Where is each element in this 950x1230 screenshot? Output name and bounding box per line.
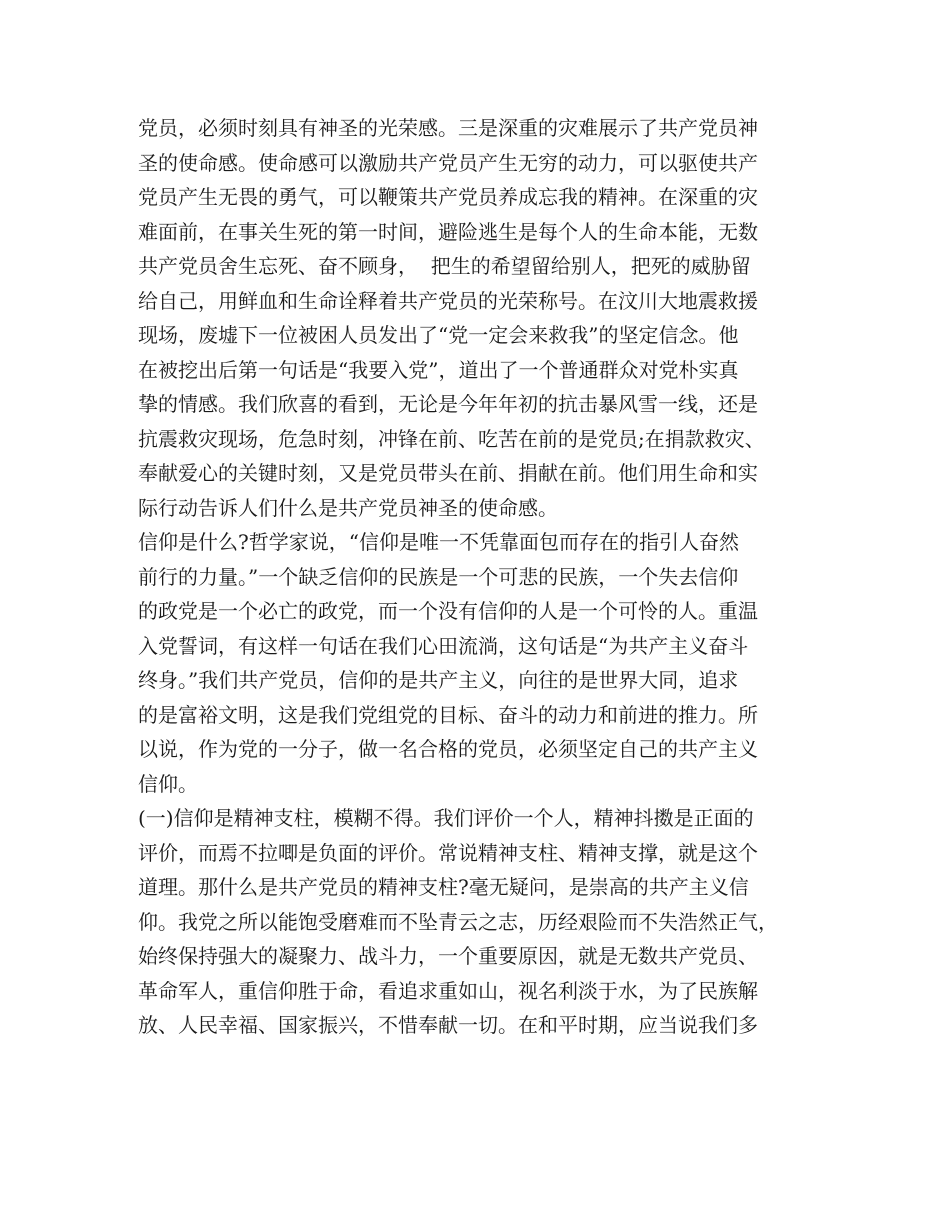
paragraph-start-line: 信仰是什么?哲学家说，“信仰是唯一不凭靠面包而存在的指引人奋然 (138, 530, 739, 554)
text-line: 挚的情感。我们欣喜的看到，无论是今年年初的抗击暴风雪一线，还是 (138, 392, 758, 416)
text-line: 在被挖出后第一句话是“我要入党”，道出了一个普通群众对党朴实真 (138, 357, 739, 382)
text-line: 以说，作为党的一分子，做一名合格的党员，必须坚定自己的共产主义 (138, 737, 758, 761)
text-line: 放、人民幸福、国家振兴，不惜奉献一切。在和平时期，应当说我们多 (138, 1013, 758, 1037)
text-line: 仰。我党之所以能饱受磨难而不坠青云之志，历经艰险而不失浩然正气， (138, 909, 778, 934)
text-line: 始终保持强大的凝聚力、战斗力，一个重要原因，就是无数共产党员、 (138, 944, 758, 968)
text-line: 的是富裕文明，这是我们党组党的目标、奋斗的动力和前进的推力。所 (138, 702, 758, 727)
text-line: 奉献爱心的关键时刻，又是党员带头在前、捐献在前。他们用生命和实 (138, 461, 758, 485)
text-line: 入党誓词，有这样一句话在我们心田流淌，这句话是“为共产主义奋斗 (138, 633, 749, 658)
paragraph-start-line: (一)信仰是精神支柱，模糊不得。我们评价一个人，精神抖擞是正面的 (138, 806, 754, 830)
text-line: 给自己，用鲜血和生命诠释着共产党员的光荣称号。在汶川大地震救援 (138, 288, 758, 313)
text-line: 难面前，在事关生死的第一时间，避险逃生是每个人的生命本能，无数 (138, 219, 758, 244)
text-line: 评价，而焉不拉唧是负面的评价。常说精神支柱、精神支撑，就是这个 (138, 840, 758, 865)
text-line: 圣的使命感。使命感可以激励共产党员产生无穷的动力，可以驱使共产 (138, 150, 758, 175)
text-line: 党员产生无畏的勇气，可以鞭策共产党员养成忘我的精神。在深重的灾 (138, 185, 758, 209)
text-line: 际行动告诉人们什么是共产党员神圣的使命感。 (138, 495, 558, 520)
text-line: 道理。那什么是共产党员的精神支柱?毫无疑问，是崇高的共产主义信 (138, 875, 749, 899)
text-line: 信仰。 (138, 771, 198, 796)
text-line: 的政党是一个必亡的政党，而一个没有信仰的人是一个可怜的人。重温 (138, 599, 758, 623)
text-line: 终身。”我们共产党员，信仰的是共产主义，向往的是世界大同，追求 (138, 668, 739, 692)
body-text (138, 111, 828, 1043)
text-line: 前行的力量。”一个缺乏信仰的民族是一个可悲的民族，一个失去信仰 (138, 564, 739, 589)
text-line: 现场，废墟下一位被困人员发出了“党一定会来救我”的坚定信念。他 (138, 323, 739, 347)
text-line: 共产党员舍生忘死、奋不顾身， 把生的希望留给别人，把死的威胁留 (138, 254, 751, 278)
text-line: 抗震救灾现场，危急时刻，冲锋在前、吃苦在前的是党员;在捐款救灾、 (138, 426, 765, 451)
text-line: 革命军人，重信仰胜于命，看追求重如山，视名利淡于水，为了民族解 (138, 978, 758, 1003)
text-line: 党员，必须时刻具有神圣的光荣感。三是深重的灾难展示了共产党员神 (138, 116, 758, 140)
